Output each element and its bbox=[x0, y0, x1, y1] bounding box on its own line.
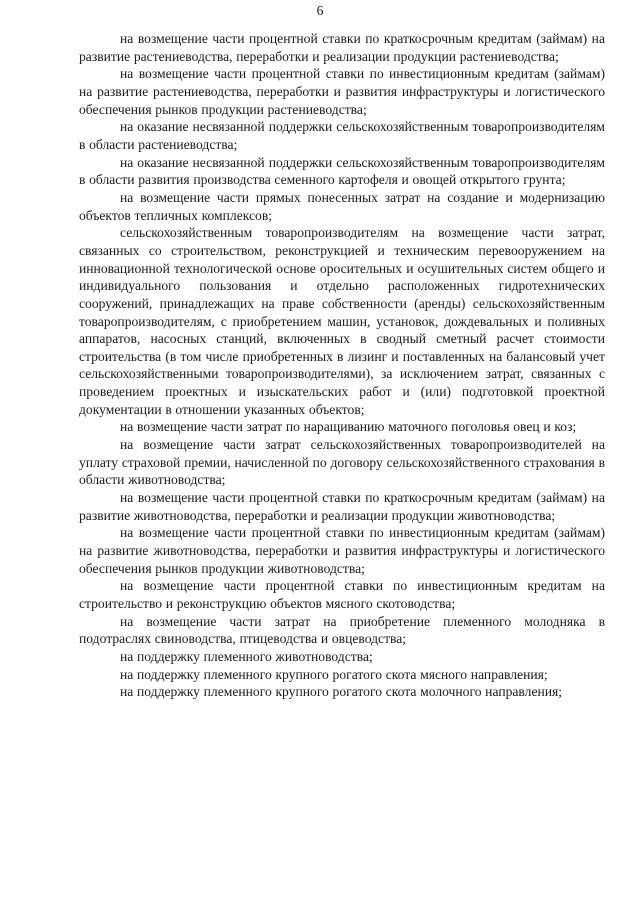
paragraph-10: на возмещение части процентной ставки по инвестиционным кредитам (займам) на развитие животноводства, переработки и развития инфраструктуры и логистического обеспечения рынков продукции животноводства; bbox=[79, 525, 605, 576]
paragraph-9: на возмещение части процентной ставки по краткосрочным кредитам (займам) на развитие животноводства, переработки и реализации продукции животноводства; bbox=[79, 490, 605, 523]
paragraph-2: на возмещение части процентной ставки по инвестиционным кредитам (займам) на развитие растениеводства, переработки и развития инфраструктуры и логистического обеспечения рынков продукции растениеводства; bbox=[79, 66, 605, 117]
paragraph-12: на возмещение части затрат на приобретение племенного молодняка в подотраслях свиноводства, птицеводства и овцеводства; bbox=[79, 613, 605, 647]
paragraph-11: на возмещение части процентной ставки по инвестиционным кредитам на строительство и реконструкцию объектов мясного скотоводства; bbox=[79, 578, 605, 611]
paragraph-1: на возмещение части процентной ставки по краткосрочным кредитам (займам) на развитие растениеводства, переработки и реализации продукции растениеводства; bbox=[79, 31, 605, 64]
page-number: 6 bbox=[316, 3, 324, 18]
paragraph-6: сельскохозяйственным товаропроизводителям на возмещение части затрат, связанных со строительством, реконструкцией и техническим перевооружением на инновационной технологической основе оросительных и осушительных систем общего и индивидуального пользования и отдельно расположенных гидротехнических сооружений, принадлежащих на праве собственности (аренды) сельскохозяйственным товаропроизводителям, с приобретением машин, установок, дождевальных и поливных аппаратов, насосных станций, включенных в сводный сметный расчет стоимости строительства (в том числе приобретенных в лизинг и поставленных на балансовый учет сельскохозяйственными товаропроизводителями), за исключением затрат, связанных с проведением проектных и изыскательских работ и (или) подготовкой проектной документации в отношении указанных объектов; bbox=[79, 225, 605, 417]
paragraph-15: на поддержку племенного крупного рогатого скота молочного направления; bbox=[120, 684, 563, 700]
paragraph-5: на возмещение части прямых понесенных затрат на создание и модернизацию объектов тепличных комплексов; bbox=[79, 189, 605, 223]
paragraph-4: на оказание несвязанной поддержки сельскохозяйственным товаропроизводителям в области развития производства семенного картофеля и овощей открытого грунта; bbox=[79, 154, 605, 188]
paragraph-3: на оказание несвязанной поддержки сельскохозяйственным товаропроизводителям в области растениеводства; bbox=[79, 119, 605, 152]
paragraph-13: на поддержку племенного животноводства; bbox=[120, 648, 373, 664]
paragraph-7: на возмещение части затрат по наращиванию маточного поголовья овец и коз; bbox=[120, 419, 577, 435]
document-body bbox=[79, 30, 605, 701]
paragraph-14: на поддержку племенного крупного рогатого скота мясного направления; bbox=[120, 666, 548, 682]
paragraph-8: на возмещение части затрат сельскохозяйственных товаропроизводителей на уплату страховой премии, начисленной по договору сельскохозяйственного страхования в области животноводства; bbox=[79, 437, 605, 488]
